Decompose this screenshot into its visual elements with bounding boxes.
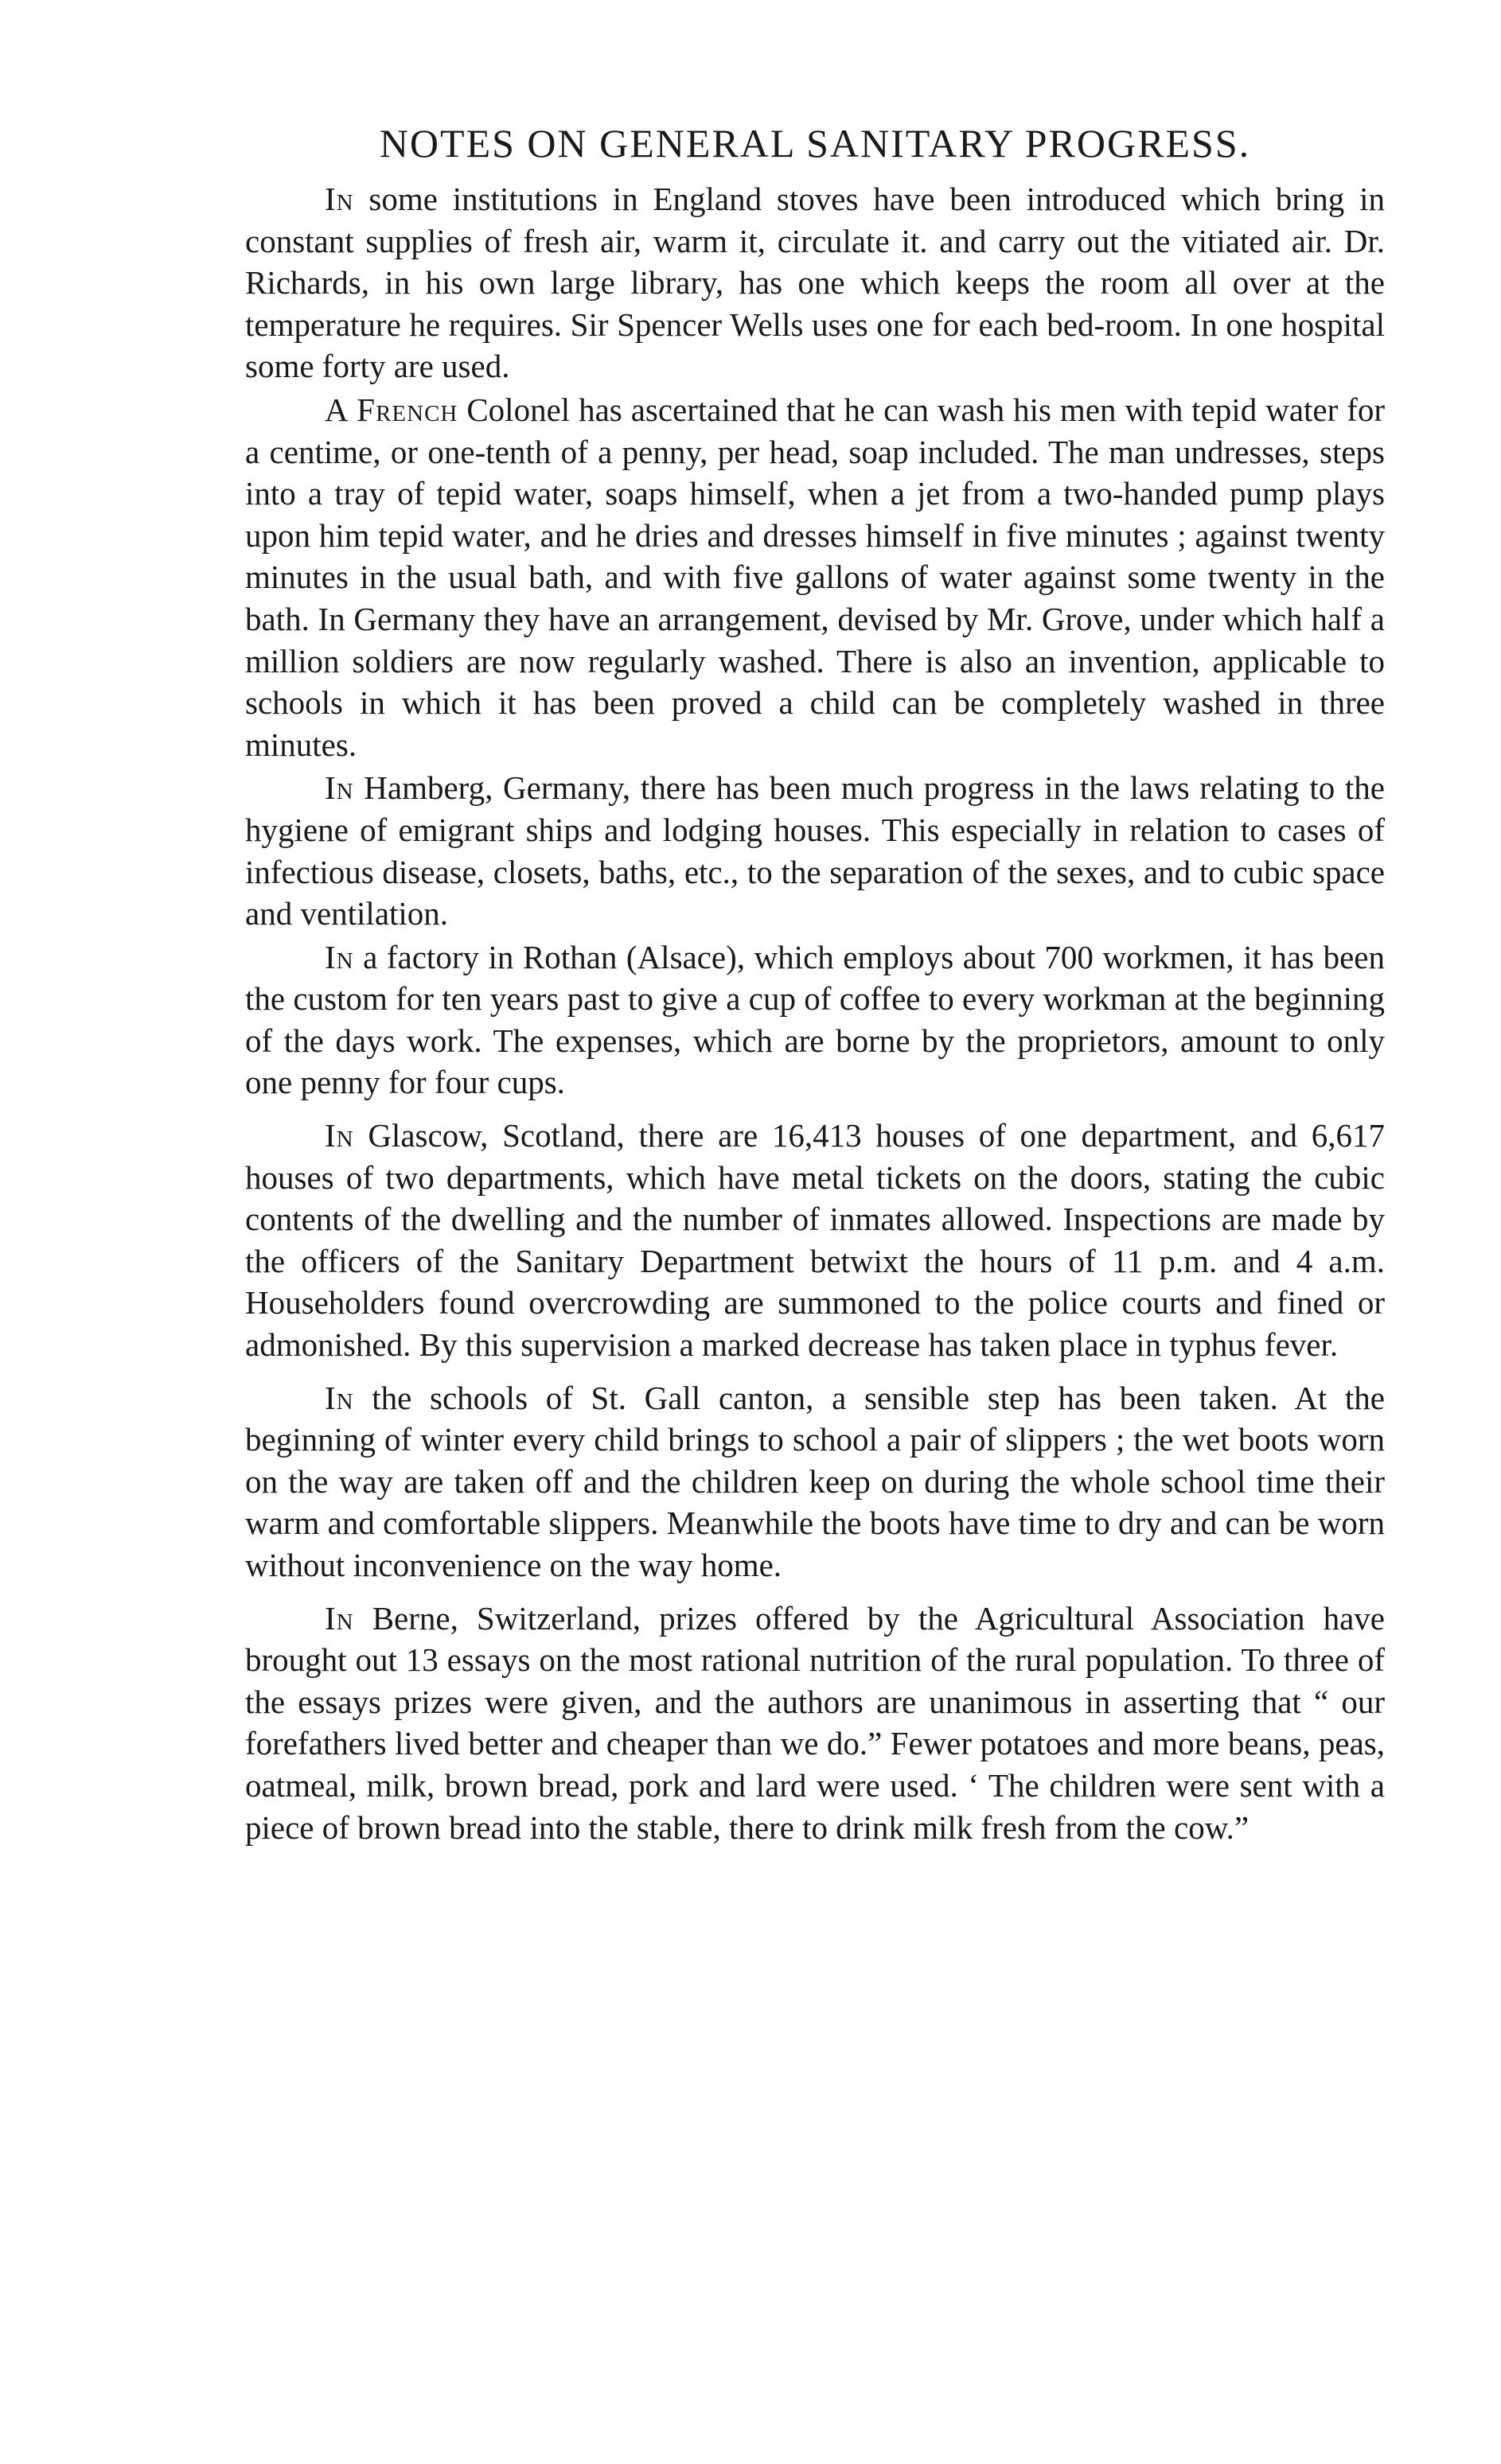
paragraph-lead: In	[325, 769, 354, 807]
paragraph-lead: In	[325, 1599, 354, 1637]
paragraph-berne	[245, 1598, 1385, 1849]
paragraph-text: Colonel has ascertained that he can wash his men with tepid water for a centime, or one-tenth of a penny, per head, soap included. The man undresses, steps into a tray of tepid water, soaps himself, when a jet from a two-handed pump plays upon him tepid water, and he dries and dresses himself in five minutes ; against twenty minutes in the usual bath, and with five gallons of water against some twenty in the bath. In Germany they have an arrangement, devised by Mr. Grove, under which half a million soldiers are now regularly washed. There is also an invention, applicable to schools in which it has been proved a child can be completely washed in three minutes.	[245, 391, 1386, 763]
paragraph-rothan	[245, 936, 1385, 1104]
paragraph-french-colonel	[245, 389, 1385, 765]
paragraph-lead: In	[325, 181, 354, 217]
paragraph-text: Hamberg, Germany, there has been much progress in the laws relating to the hygiene of emigrant ships and lodging houses. This especially in relation to cases of infectious disease, closets, baths, etc., to the separation of the sexes, and to cubic space and ventilation.	[245, 769, 1385, 932]
paragraph-lead: In	[325, 1117, 354, 1154]
paragraph-stoves	[245, 178, 1385, 387]
paragraph-text: a factory in Rothan (Alsace), which employs about 700 workmen, it has been the custom for ten years past to give a cup of coffee to every workman at the beginning of the days work. The expenses, which are borne by the proprietors, amount to only one penny for four cups.	[245, 938, 1385, 1101]
page-body	[245, 119, 1385, 1848]
paragraph-lead: In	[325, 938, 354, 975]
paragraph-text: Glascow, Scotland, there are 16,413 houses of one department, and 6,617 houses of two departments, which have metal tickets on the doors, stating the cubic contents of the dwelling and the number of inmates allowed. Inspections are made by the officers of the Sanitary Department betwixt the hours of 11 p.m. and 4 a.m. Householders found overcrowding are summoned to the police courts and fined or admonished. By this supervision a marked decrease has taken place in typhus fever.	[245, 1117, 1385, 1364]
paragraph-text: the schools of St. Gall canton, a sensible step has been taken. At the beginning of winter every child brings to school a pair of slippers ; the wet boots worn on the way are taken off and the children keep on during the whole school time their warm and comfortable slippers. Meanwhile the boots have time to dry and can be worn without inconvenience on the way home.	[245, 1379, 1385, 1583]
paragraph-lead: A French	[325, 391, 458, 428]
paragraph-st-gall	[245, 1377, 1385, 1586]
paragraph-text: Berne, Switzerland, prizes offered by the Agricultural Association have brought out 13 essays on the most rational nutrition of the rural population. To three of the essays prizes were given, and the authors are unanimous in asserting that “ our forefathers lived better and cheaper than we do.” Fewer potatoes and more beans, peas, oatmeal, milk, brown bread, pork and lard were used. ‘ The children were sent with a piece of brown bread into the stable, there to drink milk fresh from the cow.”	[245, 1599, 1385, 1846]
paragraph-glascow	[245, 1115, 1385, 1366]
page-heading: NOTES ON GENERAL SANITARY PROGRESS.	[379, 121, 1251, 165]
paragraph-text: some institutions in England stoves have been introduced which bring in constant supplies of fresh air, warm it, circulate it. and carry out the vitiated air. Dr. Richards, in his own large library, has one which keeps the room all over at the temperature he requires. Sir Spencer Wells uses one for each bed-room. In one hospital some forty are used.	[245, 181, 1385, 385]
paragraph-lead: In	[325, 1379, 354, 1416]
paragraph-hamberg	[245, 767, 1385, 934]
